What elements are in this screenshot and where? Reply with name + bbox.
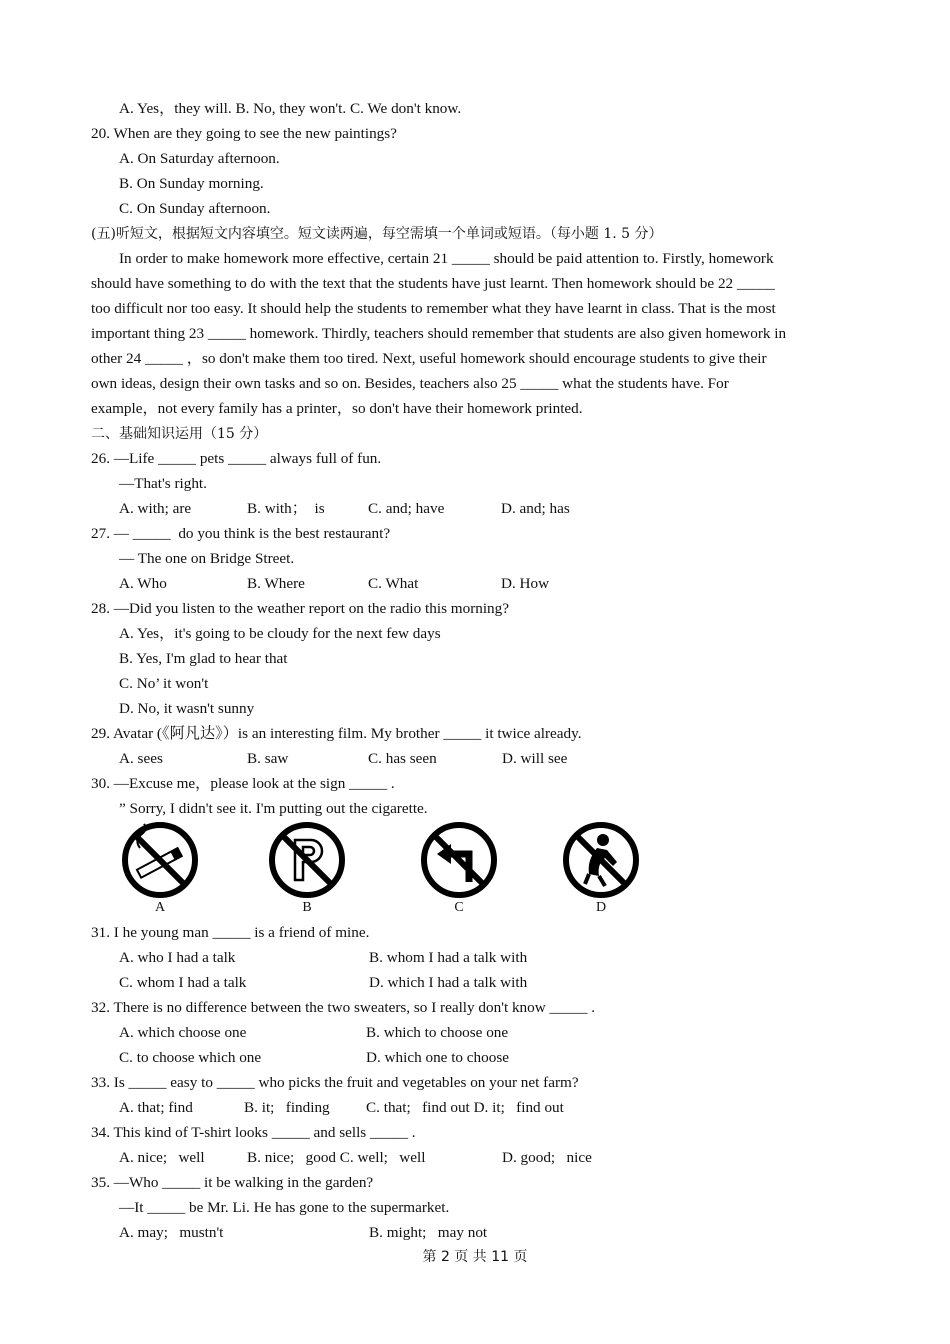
sign-option-b: [265, 818, 349, 916]
q35-option-a: A. may; mustn't: [119, 1224, 224, 1241]
q32-stem: 32. There is no difference between the two sweaters, so I really don't know _____ .: [91, 999, 596, 1016]
q30-reply: ” Sorry, I didn't see it. I'm putting out the cigarette.: [119, 800, 428, 817]
q26-stem: 26. —Life _____ pets _____ always full of fun.: [91, 450, 382, 467]
q27-option-d: D. How: [501, 575, 550, 592]
q26-option-a: A. with; are: [119, 500, 192, 517]
page-footer: 第 2 页 共 11 页: [422, 1249, 528, 1265]
q29-option-b: B. saw: [247, 750, 289, 767]
sign-label-c: C: [454, 900, 464, 915]
q32-option-b: B. which to choose one: [366, 1024, 509, 1041]
q26-option-c: C. and; have: [368, 500, 445, 517]
q34-option-b-c: B. nice; good C. well; well: [247, 1149, 426, 1166]
q20-stem: 20. When are they going to see the new paintings?: [91, 125, 397, 142]
q33-stem: 33. Is _____ easy to _____ who picks the fruit and vegetables on your net farm?: [91, 1074, 579, 1091]
q27-option-c: C. What: [368, 575, 419, 592]
q20-option-a: A. On Saturday afternoon.: [119, 150, 280, 167]
q29-option-d: D. will see: [502, 750, 568, 767]
section-5-heading: (五)听短文，根据短文内容填空。短文读两遍，每空需填一个单词或短语。（每小题 1. 5 分）: [91, 226, 663, 242]
q31-stem: 31. I he young man _____ is a friend of mine.: [91, 924, 370, 941]
no-littering-sign-icon: [559, 818, 643, 902]
q33-option-b: B. it; finding: [244, 1099, 330, 1116]
passage-line-7: example，not every family has a printer，so don't have their homework printed.: [91, 400, 583, 417]
q34-stem: 34. This kind of T-shirt looks _____ and sells _____ .: [91, 1124, 416, 1141]
part-2-heading: 二、基础知识运用（15 分）: [91, 426, 268, 442]
sign-option-d: [559, 818, 643, 916]
q33-option-a: A. that; find: [119, 1099, 193, 1116]
q31-option-a: A. who I had a talk: [119, 949, 236, 966]
passage-line-6: own ideas, design their own tasks and so on. Besides, teachers also 25 _____ what the students have. For: [91, 375, 729, 392]
q35-stem: 35. —Who _____ it be walking in the garden?: [91, 1174, 374, 1191]
q28-stem: 28. —Did you listen to the weather report on the radio this morning?: [91, 600, 509, 617]
q29-stem: 29. Avatar (《阿凡达》）is an interesting film. My brother _____ it twice already.: [91, 725, 582, 742]
sign-options: [110, 818, 670, 918]
q20-option-b: B. On Sunday morning.: [119, 175, 264, 192]
q34-option-a: A. nice; well: [119, 1149, 205, 1166]
no-parking-sign-icon: [265, 818, 349, 902]
q34-option-d: D. good; nice: [502, 1149, 592, 1166]
q33-option-c-d: C. that; find out D. it; find out: [366, 1099, 564, 1116]
sign-option-a: [118, 818, 202, 916]
q26-reply: —That's right.: [119, 475, 207, 492]
q32-option-c: C. to choose which one: [119, 1049, 262, 1066]
q26-option-d: D. and; has: [501, 500, 570, 517]
passage-line-4: important thing 23 _____ homework. Thirdly, teachers should remember that students are also given homework in: [91, 325, 787, 342]
q32-option-d: D. which one to choose: [366, 1049, 509, 1066]
sign-label-d: D: [595, 900, 607, 915]
passage-line-1: In order to make homework more effective, certain 21 _____ should be paid attention to. Firstly, homework: [119, 250, 774, 267]
passage-line-3: too difficult nor too easy. It should help the students to remember what they have learnt in class. That is the most: [91, 300, 776, 317]
q27-option-b: B. Where: [247, 575, 305, 592]
q31-option-c: C. whom I had a talk: [119, 974, 247, 991]
sign-label-a: A: [154, 900, 166, 915]
q35-option-b: B. might; may not: [369, 1224, 488, 1241]
q35-reply: —It _____ be Mr. Li. He has gone to the supermarket.: [119, 1199, 450, 1216]
q28-option-a: A. Yes，it's going to be cloudy for the next few days: [119, 625, 441, 642]
q29-option-c: C. has seen: [368, 750, 437, 767]
passage-line-2: should have something to do with the text that the students have just learnt. Then homework should be 22 _____: [91, 275, 775, 292]
q32-option-a: A. which choose one: [119, 1024, 247, 1041]
q27-option-a: A. Who: [119, 575, 167, 592]
sign-option-c: [417, 818, 501, 916]
q28-option-c: C. No’ it won't: [119, 675, 209, 692]
q26-option-b: B. with； is: [247, 500, 325, 517]
q31-option-b: B. whom I had a talk with: [369, 949, 528, 966]
q29-option-a: A. sees: [119, 750, 163, 767]
q28-option-d: D. No, it wasn't sunny: [119, 700, 255, 717]
no-left-turn-sign-icon: [417, 818, 501, 902]
no-smoking-sign-icon: [118, 818, 202, 902]
q30-stem: 30. —Excuse me，please look at the sign _____ .: [91, 775, 395, 792]
q28-option-b: B. Yes, I'm glad to hear that: [119, 650, 288, 667]
passage-line-5: other 24 _____ ，so don't make them too tired. Next, useful homework should encourage students to give their: [91, 350, 767, 367]
q20-option-c: C. On Sunday afternoon.: [119, 200, 271, 217]
q19-options: A. Yes，they will. B. No, they won't. C. We don't know.: [119, 100, 462, 117]
q27-reply: — The one on Bridge Street.: [119, 550, 295, 567]
q31-option-d: D. which I had a talk with: [369, 974, 528, 991]
q27-stem: 27. — _____ do you think is the best restaurant?: [91, 525, 391, 542]
sign-label-b: B: [302, 900, 312, 915]
